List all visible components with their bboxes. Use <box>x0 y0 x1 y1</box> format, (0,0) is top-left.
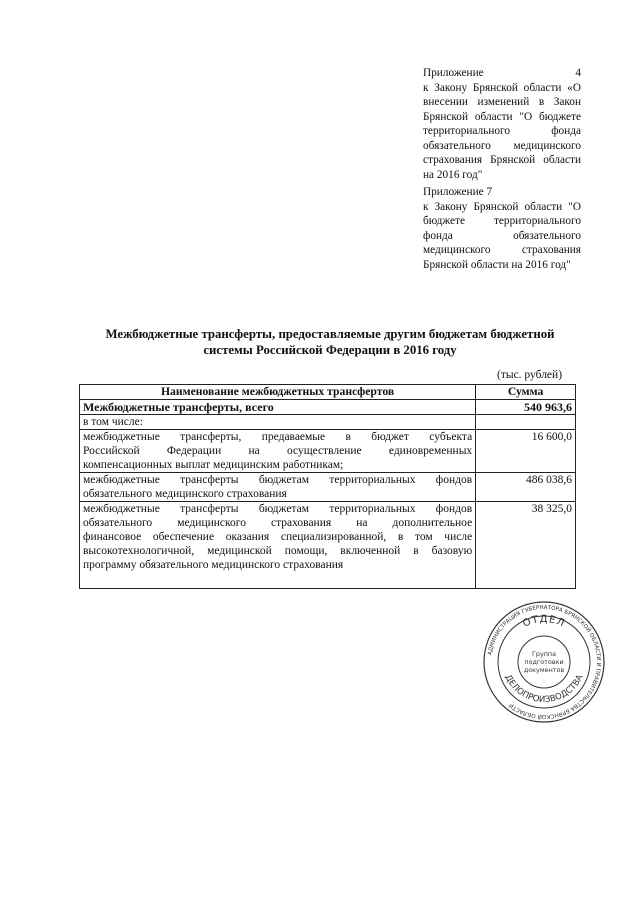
stamp-inner-top: ОТДЕЛ <box>521 613 567 630</box>
row-line: высокотехнологичной, медицинской помощи, включенной в базовую <box>83 545 473 557</box>
official-stamp <box>482 600 606 724</box>
annex-line: внесении изменений в Закон <box>423 96 581 108</box>
title-line-1: Межбюджетные трансферты, предоставляемые другим бюджетам бюджетной <box>105 327 555 341</box>
row-line: финансовое обеспечение оказания специализированной, в том числе <box>83 531 473 543</box>
annex-line: Приложение 7 <box>423 186 493 198</box>
row-line: обязательного медицинского страхования на дополнительное <box>83 517 473 529</box>
row-line: обязательного медицинского страхования <box>83 488 287 500</box>
stamp-outer-text: АДМИНИСТРАЦИЯ ГУБЕРНАТОРА БРЯНСКОЙ ОБЛАСТИ И ПРАВИТЕЛЬСТВА БРЯНСКОЙ ОБЛАСТИ <box>487 604 602 720</box>
header-amount: Сумма <box>476 385 576 400</box>
annex-line: на 2016 год" <box>423 168 483 181</box>
annex-line: Приложение 4 <box>423 67 581 79</box>
including-label: в том числе: <box>80 415 476 430</box>
row-line: Российской Федерации на осуществление единовременных <box>83 445 473 457</box>
title-line-2: системы Российской Федерации в 2016 году <box>203 343 457 357</box>
table-header-row <box>80 385 576 400</box>
row-name <box>80 430 476 473</box>
table-row <box>80 502 576 589</box>
total-amount: 540 963,6 <box>476 400 576 415</box>
row-amount: 486 038,6 <box>476 473 576 502</box>
row-line: программу обязательного медицинского страхования <box>83 559 344 571</box>
row-line: компенсационных выплат медицинским работникам; <box>83 459 344 471</box>
stamp-center-line: Группа <box>531 650 557 658</box>
document-title <box>60 326 600 358</box>
annex-line: к Закону Брянской области «О <box>423 81 581 94</box>
annex-line: территориального фонда <box>423 125 581 137</box>
annex-line: обязательного медицинского <box>423 139 581 152</box>
total-name: Межбюджетные трансферты, всего <box>80 400 476 415</box>
row-line: межбюджетные трансферты бюджетам территориальных фондов <box>83 474 473 486</box>
annex-4-reference <box>423 66 581 182</box>
row-amount: 16 600,0 <box>476 430 576 473</box>
row-amount: 38 325,0 <box>476 502 576 589</box>
units-label: (тыс. рублей) <box>497 369 563 381</box>
annex-line: медицинского страхования <box>423 244 581 256</box>
row-line: межбюджетные трансферты бюджетам территориальных фондов <box>83 503 473 515</box>
including-row <box>80 415 576 430</box>
table-row <box>80 430 576 473</box>
annex-line: страхования Брянской области <box>423 154 581 166</box>
annex-line: к Закону Брянской области "О <box>423 200 581 213</box>
annex-line: бюджете территориального <box>423 215 581 227</box>
annex-line: Брянской области "О бюджете <box>423 110 581 123</box>
total-row <box>80 400 576 415</box>
empty-cell <box>476 415 576 430</box>
annex-7-reference <box>423 185 581 272</box>
stamp-center-line: подготовки <box>524 658 564 666</box>
table-row <box>80 473 576 502</box>
row-line: межбюджетные трансферты, предаваемые в бюджет субъекта <box>83 431 473 443</box>
annex-line: Брянской области на 2016 год" <box>423 258 571 271</box>
stamp-inner-bottom: ДЕЛОПРОИЗВОДСТВА <box>502 673 586 706</box>
row-name <box>80 502 476 589</box>
annex-line: фонда обязательного <box>423 229 581 242</box>
header-name: Наименование межбюджетных трансфертов <box>80 385 476 400</box>
stamp-center-line: документов <box>523 666 565 674</box>
transfers-table <box>79 384 576 589</box>
row-name <box>80 473 476 502</box>
